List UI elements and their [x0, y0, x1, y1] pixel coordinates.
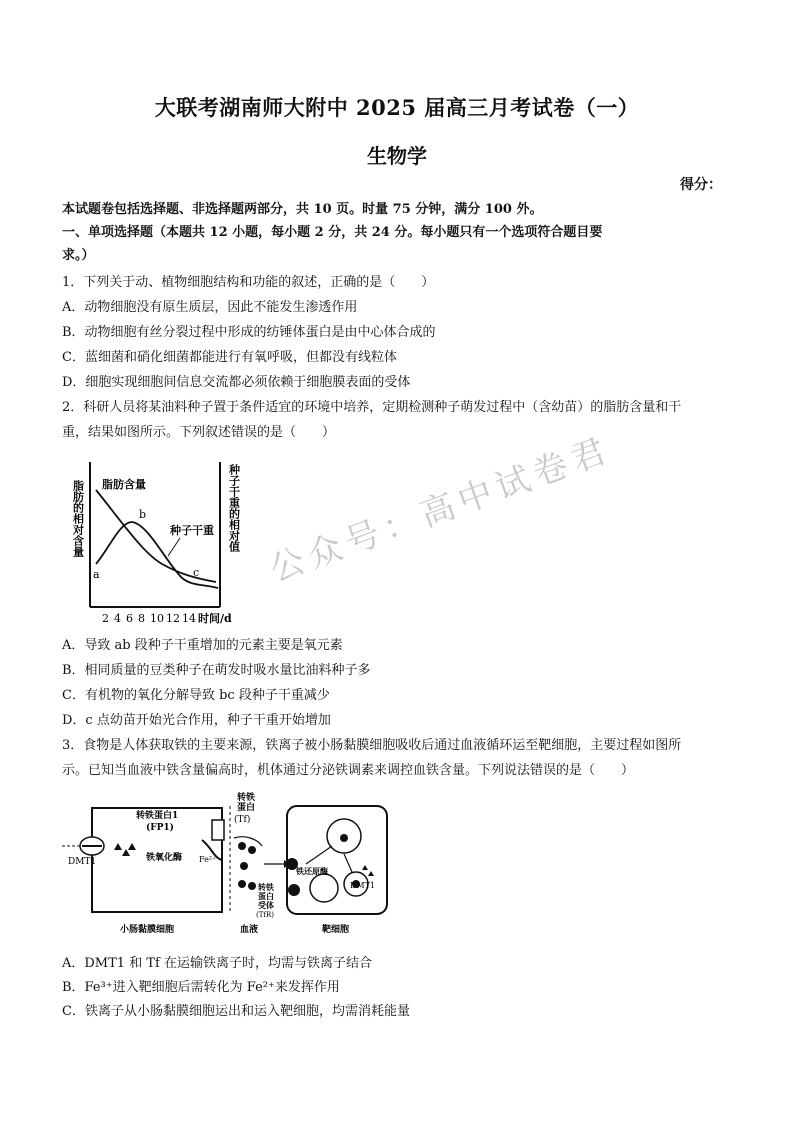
figure1-ylabel-right: 种子干重的相对值	[227, 464, 241, 552]
exam-title: 大联考湖南师大附中 2025 届高三月考试卷（一）	[154, 95, 640, 120]
question-3-stem: 3．食物是人体获取铁的主要来源，铁离子被小肠黏膜细胞吸收后通过血液循环运至靶细胞，主要过程如图所	[62, 738, 682, 753]
dmt1-left-label: DMT1	[68, 857, 97, 867]
xtick: 6	[126, 612, 133, 625]
reductase-label: 铁还原酶	[296, 866, 328, 876]
intestinal-cell-label: 小肠黏膜细胞	[120, 925, 175, 935]
question-1-option-c: C．蓝细菌和硝化细菌都能进行有氧呼吸，但都没有线粒体	[62, 350, 397, 365]
xtick: 8	[138, 612, 145, 625]
question-3-option-b: B．Fe³⁺进入靶细胞后需转化为 Fe²⁺来发挥作用	[62, 980, 340, 995]
tfr-label: 转铁	[258, 882, 274, 892]
point-c: c	[193, 566, 200, 579]
vesicle-bottom	[310, 874, 338, 902]
dmt1-right-label: DMT1	[350, 881, 376, 890]
question-1-option-a: A．动物细胞没有原生质层，因此不能发生渗透作用	[62, 300, 358, 315]
point-a: a	[93, 568, 100, 581]
iron-transport-figure	[62, 788, 402, 938]
question-3-option-a: A．DMT1 和 Tf 在运输铁离子时，均需与铁离子结合	[62, 956, 372, 971]
tfr-label-2: 蛋白	[258, 891, 274, 901]
dry-weight-curve-label: 种子干重	[170, 524, 214, 537]
question-2-option-c: C．有机物的氧化分解导致 bc 段种子干重减少	[62, 688, 330, 703]
question-2-stem: 2．科研人员将某油料种子置于条件适宜的环境中培养，定期检测种子萌发过程中（含幼苗）的脂肪含量和干	[62, 400, 682, 415]
question-3-option-c: C．铁离子从小肠黏膜细胞运出和运入靶细胞，均需消耗能量	[62, 1004, 410, 1019]
figure1-xlabel: 时间/d	[198, 612, 232, 625]
question-1-stem: 1．下列关于动、植物细胞结构和功能的叙述，正确的是（ ）	[62, 275, 435, 290]
xtick: 10	[150, 612, 164, 625]
enzyme-label: 铁氧化酶	[146, 853, 183, 863]
xtick: 4	[114, 612, 121, 625]
tf-label-abbr: (Tf)	[234, 815, 251, 825]
point-b: b	[139, 508, 147, 521]
intro-text: 本试题卷包括选择题、非选择题两部分，共 10 页。时量 75 分钟，满分 100 外。	[62, 202, 543, 217]
fe-label: Fe²⁺	[199, 855, 217, 864]
fat-curve-label: 脂肪含量	[102, 478, 146, 491]
watermark-text: 公众号：高中试卷君	[264, 429, 617, 591]
question-1-option-b: B．动物细胞有丝分裂过程中形成的纺锤体蛋白是由中心体合成的	[62, 325, 436, 340]
target-cell-label: 靶细胞	[322, 925, 350, 935]
question-2-option-d: D．c 点幼苗开始光合作用，种子干重开始增加	[62, 713, 331, 728]
tfr-label-3: 受体	[258, 900, 274, 910]
blood-label: 血液	[240, 925, 259, 935]
xtick: 12	[166, 612, 180, 625]
question-1-option-d: D．细胞实现细胞间信息交流都必须依赖于细胞膜表面的受体	[62, 375, 411, 390]
subject-title: 生物学	[367, 144, 427, 168]
xtick: 2	[102, 612, 109, 625]
figure1-ylabel-left: 脂肪的相对含量	[71, 480, 85, 557]
fp1-label: 转铁蛋白1	[136, 811, 179, 821]
xtick: 14	[182, 612, 196, 625]
question-3-stem-cont: 示。已知当血液中铁含量偏高时，机体通过分泌铁调素来调控血铁含量。下列说法错误的是（ ）	[62, 763, 635, 778]
question-2-option-a: A．导致 ab 段种子干重增加的元素主要是氧元素	[62, 638, 343, 653]
tf-label-2: 蛋白	[237, 803, 256, 813]
tf-label: 转铁	[237, 793, 256, 803]
score-label: 得分：	[680, 177, 722, 193]
question-2-option-b: B．相同质量的豆类种子在萌发时吸水量比油料种子多	[62, 663, 371, 678]
section-heading: 一、单项选择题（本题共 12 小题，每小题 2 分，共 24 分。每小题只有一个选项符合题目要	[62, 225, 603, 240]
fat-dryweight-figure	[62, 452, 242, 627]
fp1-label-abbr: (FP1)	[146, 823, 174, 833]
tfr-label-abbr: (TfR)	[256, 911, 274, 919]
section-heading-cont: 求。）	[62, 248, 95, 263]
question-2-stem-cont: 重，结果如图所示。下列叙述错误的是（ ）	[62, 425, 336, 440]
